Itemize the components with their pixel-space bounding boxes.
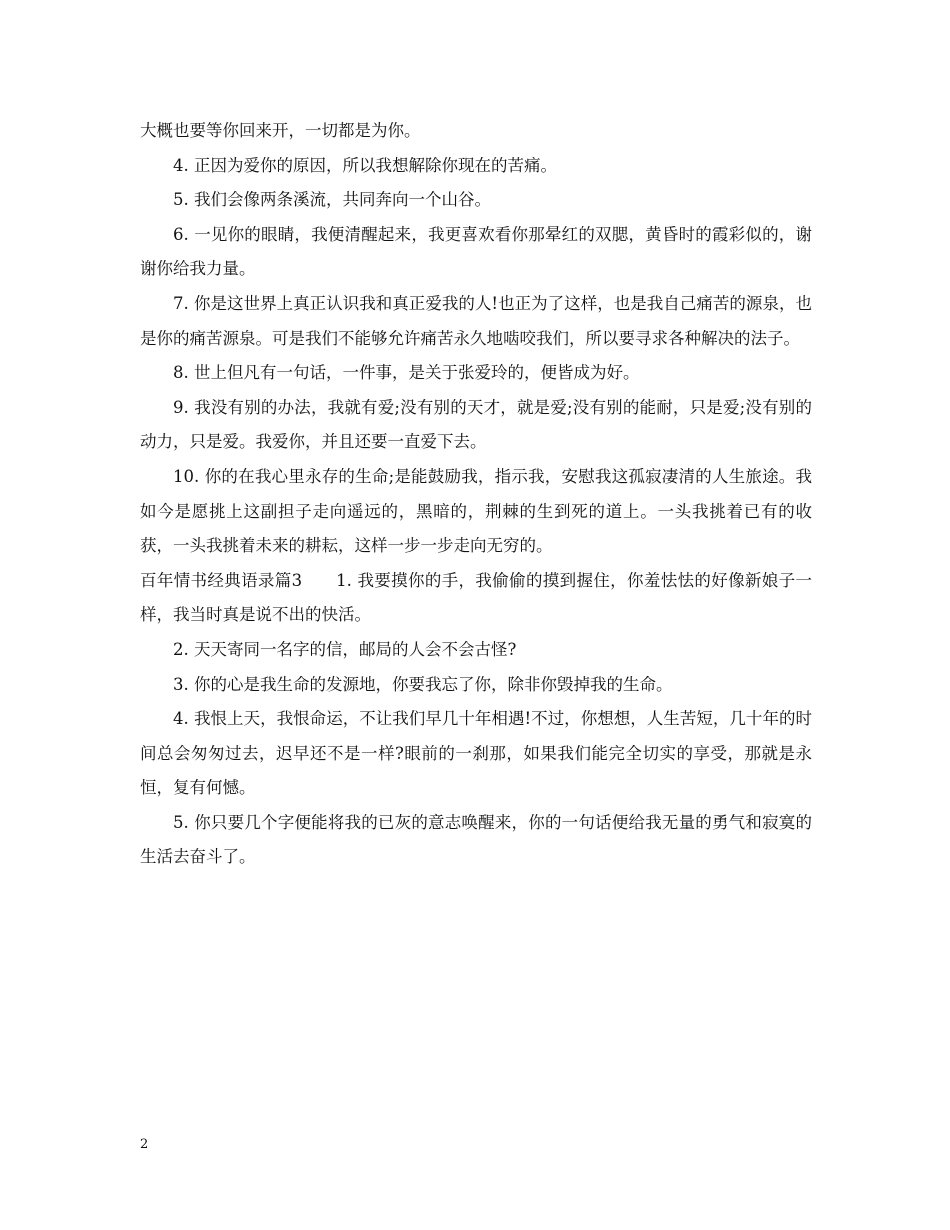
- quote-item: 10. 你的在我心里永存的生命;是能鼓励我，指示我，安慰我这孤寂凄清的人生旅途。我如今是愿挑上这副担子走向遥远的，黑暗的，荆棘的生到死的道上。一头我挑着已有的收获，一头我挑着未来的耕耘，这样一步一步走向无穷的。: [140, 466, 812, 556]
- page-number: 2: [140, 1137, 149, 1152]
- quote-item: 3. 你的心是我生命的发源地，你要我忘了你，除非你毁掉我的生命。: [173, 674, 673, 694]
- quote-item: 4. 正因为爱你的原因，所以我想解除你现在的苦痛。: [173, 155, 557, 175]
- quote-item: 4. 我恨上天，我恨命运，不让我们早几十年相遇!不过，你想想，人生苦短，几十年的时间总会匆匆过去，迟早还不是一样?眼前的一刹那，如果我们能完全切实的享受，那就是永恒，复有何憾。: [140, 709, 812, 798]
- paragraph-continuation: 大概也要等你回来开，一切都是为你。: [140, 121, 421, 140]
- quote-item: 9. 我没有别的办法，我就有爱;没有别的天才，就是爱;没有别的能耐，只是爱;没有别的动力，只是爱。我爱你，并且还要一直爱下去。: [140, 397, 812, 452]
- quote-item: 7. 你是这世界上真正认识我和真正爱我的人!也正为了这样，也是我自己痛苦的源泉，也是你的痛苦源泉。可是我们不能够允许痛苦永久地啮咬我们，所以要寻求各种解决的法子。: [140, 293, 812, 348]
- quote-item: 5. 我们会像两条溪流，共同奔向一个山谷。: [173, 190, 491, 210]
- section-heading-with-quote: 百年情书经典语录篇3 1. 我要摸你的手，我偷偷的摸到握住，你羞怯怯的好像新娘子一样，我当时真是说不出的快活。: [140, 570, 812, 625]
- quote-item: 2. 天天寄同一名字的信，邮局的人会不会古怪?: [173, 639, 517, 659]
- quote-item: 6. 一见你的眼睛，我便清醒起来，我更喜欢看你那晕红的双腮，黄昏时的霞彩似的，谢谢你给我力量。: [140, 224, 812, 279]
- quote-item: 8. 世上但凡有一句话，一件事，是关于张爱玲的，便皆成为好。: [173, 363, 640, 383]
- quote-item: 5. 你只要几个字便能将我的已灰的意志唤醒来，你的一句话便给我无量的勇气和寂寞的生活去奋斗了。: [140, 812, 812, 867]
- body-text: [140, 114, 812, 875]
